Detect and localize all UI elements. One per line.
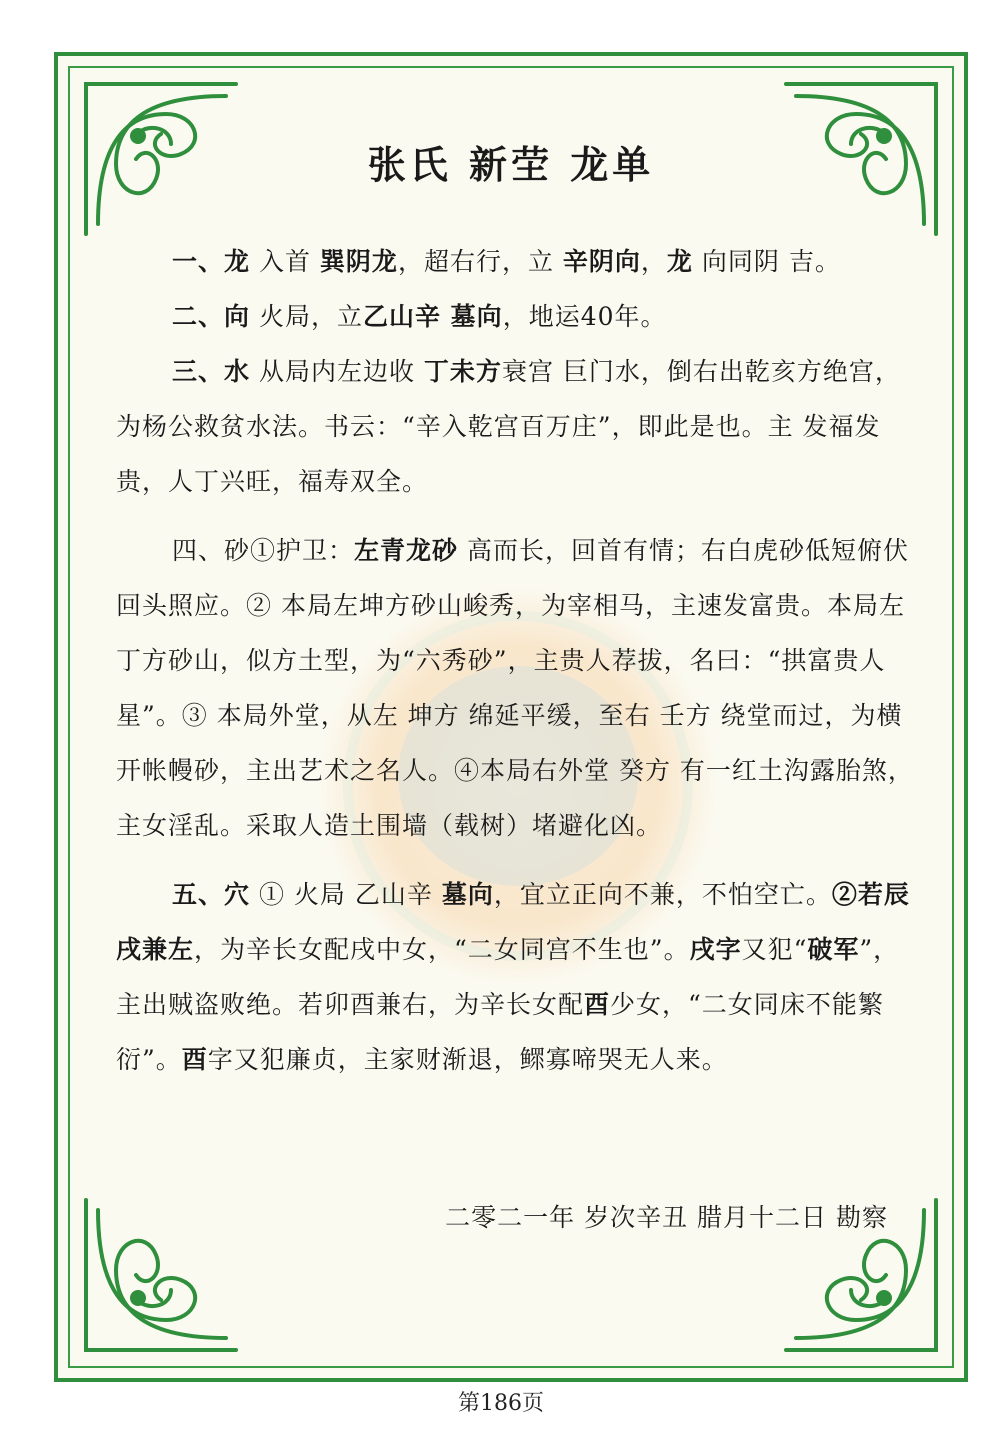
signature-date: 二零二一年 岁次辛丑 腊月十二日 勘察: [445, 1203, 888, 1232]
document-body: [116, 234, 916, 1087]
section-xiang: 二、向 火局，立乙山辛 墓向，地运40年。: [172, 302, 667, 331]
certificate-frame: [54, 52, 968, 1382]
section-long: 一、龙 入首 巽阴龙，超右行，立 辛阴向，龙 向同阴 吉。: [172, 247, 841, 276]
page-number: 第186页: [458, 1391, 544, 1416]
section-shui: 三、水 从局内左边收 丁未方衰宫 巨门水，倒右出乾亥方绝宫，为杨公救贫水法。书云：“辛入乾宫百万庄”，即此是也。主 发福发贵，人丁兴旺，福寿双全。: [116, 357, 901, 496]
section-sha: 四、砂①护卫：左青龙砂 高而长，回首有情；右白虎砂低短俯伏回头照应。② 本局左坤方砂山峻秀，为宰相马，主速发富贵。本局左丁方砂山，似方土型，为“六秀砂”，主贵人荐拔，名曰：“拱富贵人星”。③ 本局外堂，从左 坤方 绵延平缓，至右 壬方 绕堂而过，为横开帐幔砂，主出艺术之名人。④本局右外堂 癸方 有一红土沟露胎煞，主女淫乱。采取人造土围墙（载树）堵避化凶。: [116, 536, 914, 840]
document-title: 张氏 新茔 龙单: [367, 142, 655, 187]
section-xue: 五、穴 ① 火局 乙山辛 墓向，宜立正向不兼，不怕空亡。②若辰戌兼左，为辛长女配戌中女，“二女同宫不生也”。戌字又犯“破军”，主出贼盗败绝。若卯酉兼右，为辛长女配酉少女，“二女同床不能繁衍”。酉字又犯廉贞，主家财渐退，鳏寡啼哭无人来。: [116, 880, 910, 1074]
